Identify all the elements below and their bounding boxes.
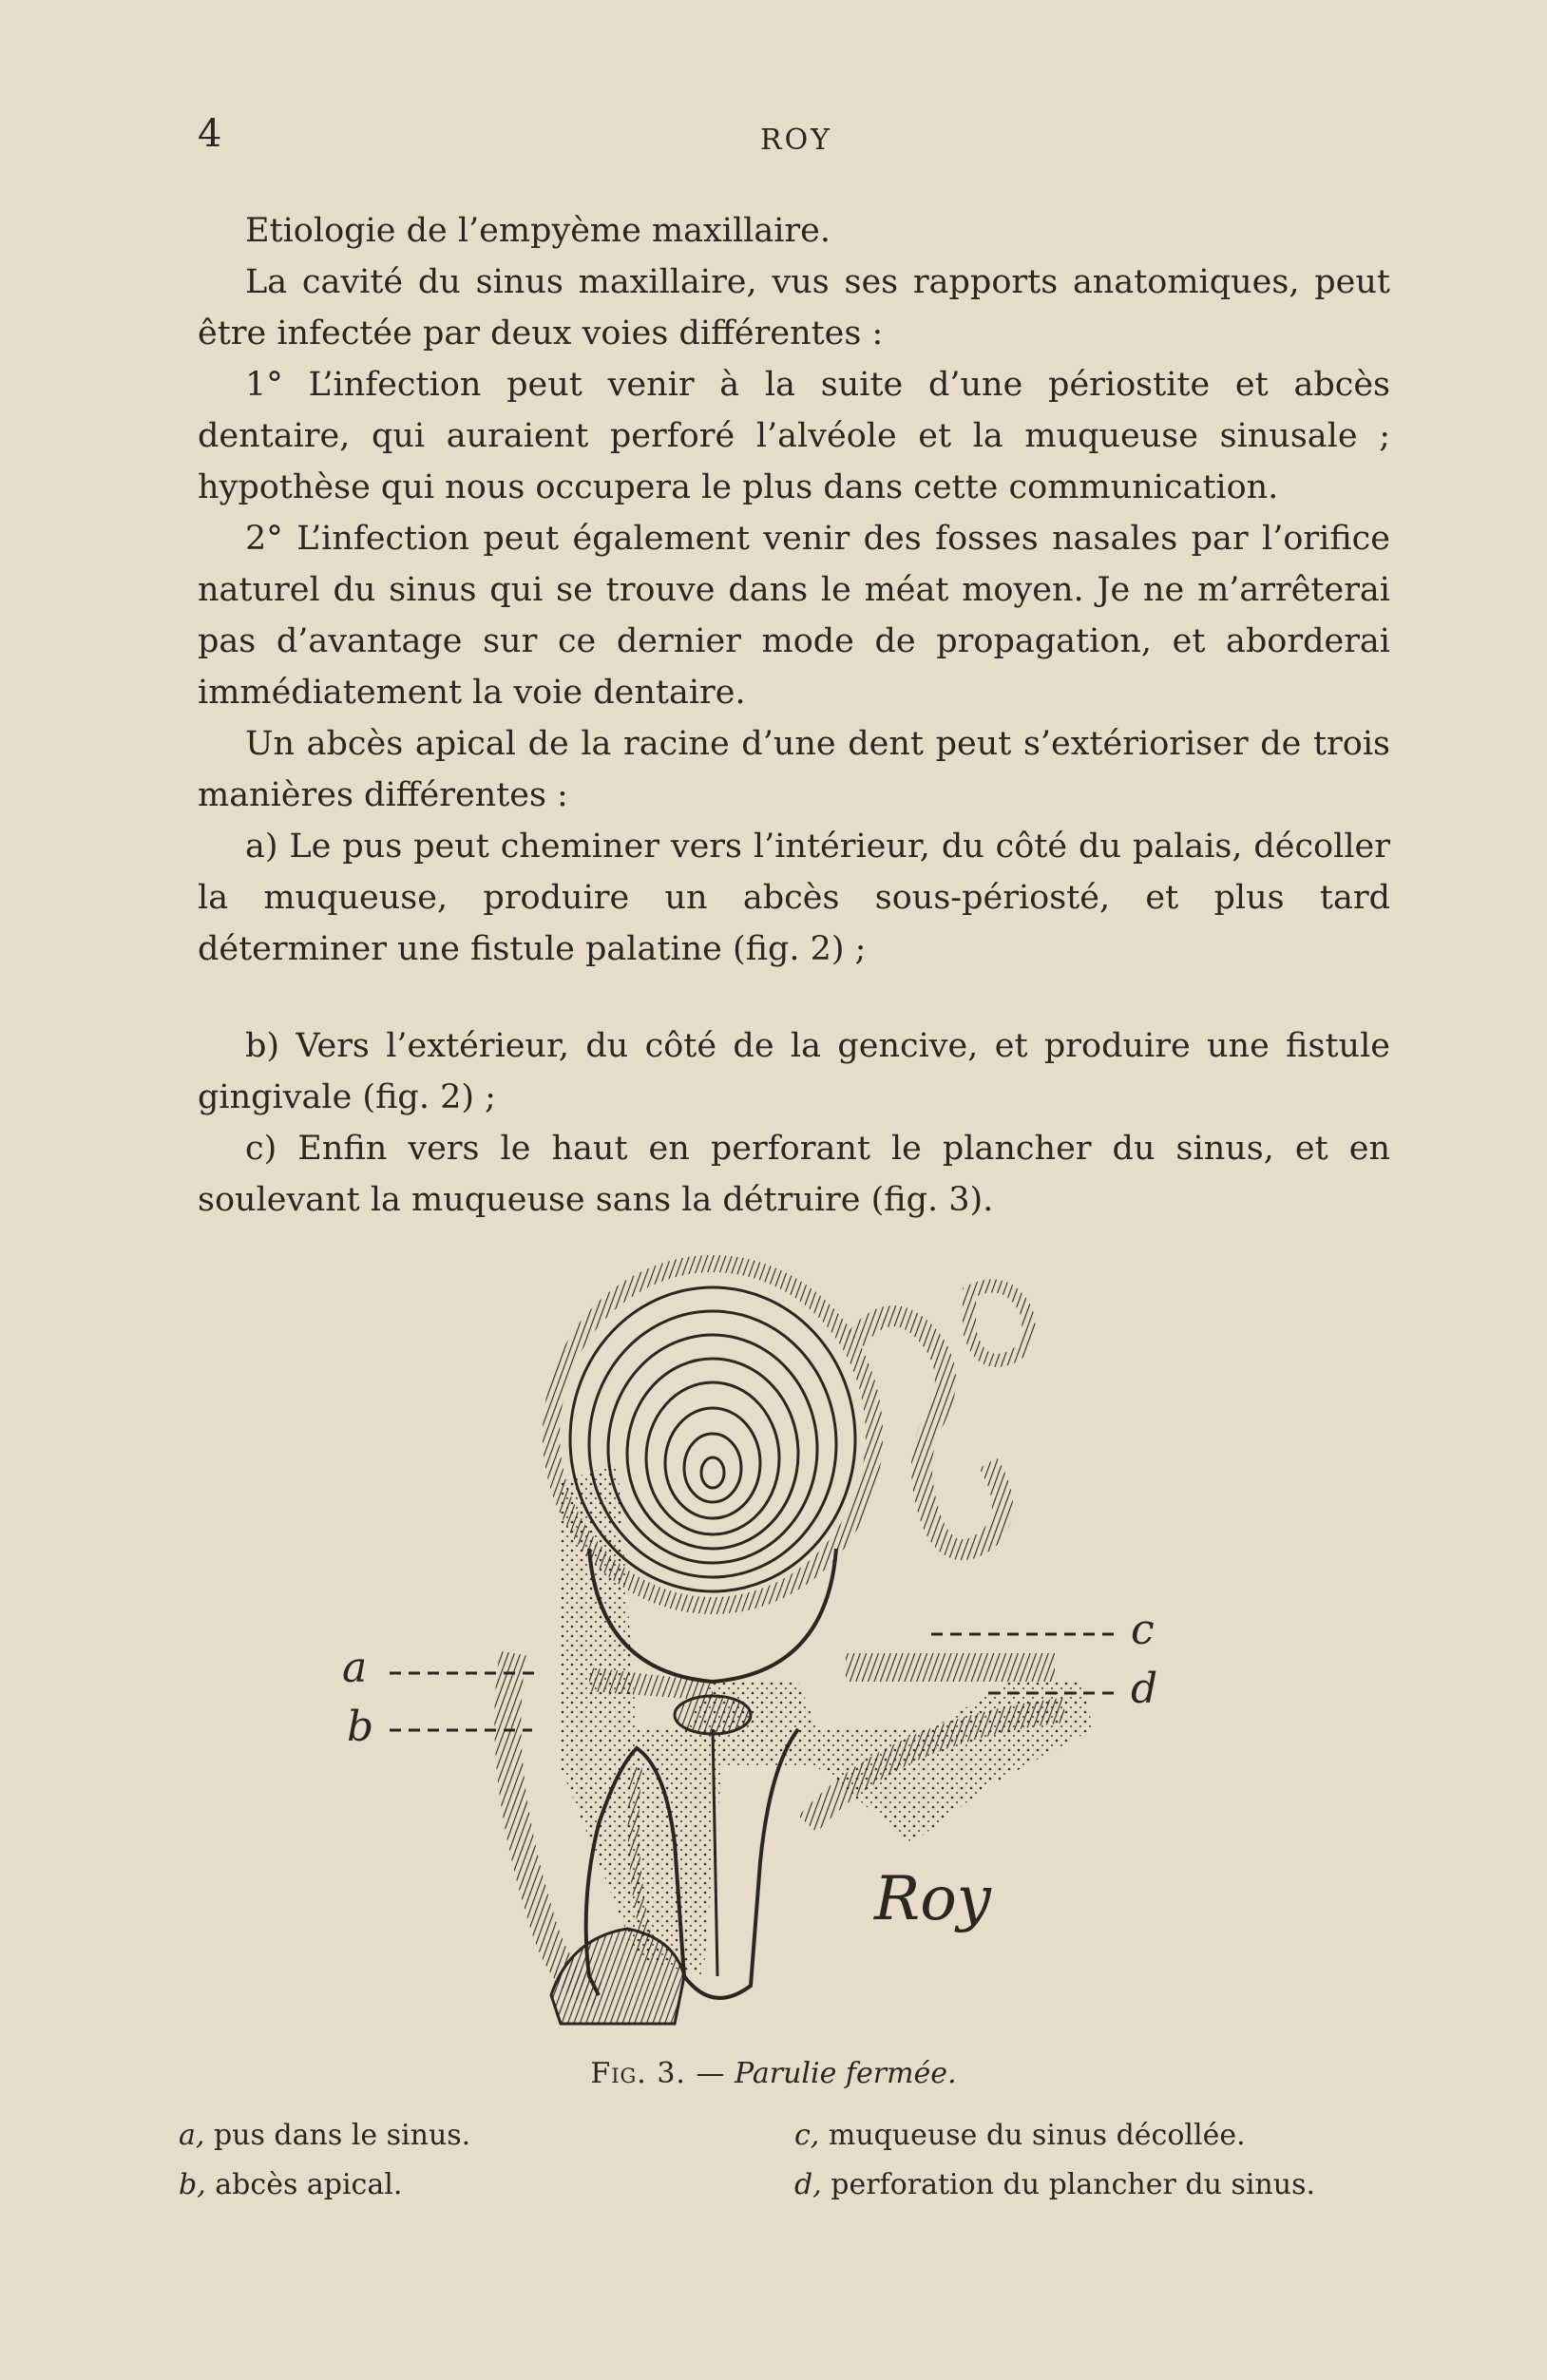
paragraph: Un abcès apical de la racine d’une dent peut s’extérioriser de trois manières différentes : xyxy=(198,725,1390,814)
paragraph: 1° L’infection peut venir à la suite d’une périostite et abcès dentaire, qui auraient perforé l’alvéole et la muqueuse sinusale ; hypothèse qui nous occupera le plus dans cette communication. xyxy=(198,366,1390,506)
legend-item: b, abcès apical. xyxy=(179,2168,403,2201)
figure-caption xyxy=(0,2057,1547,2090)
paragraph: La cavité du sinus maxillaire, vus ses rapports anatomiques, peut être infectée par deux voies différentes : xyxy=(198,263,1390,352)
legend-right xyxy=(794,2111,1315,2210)
figure-label-b: b xyxy=(347,1703,374,1751)
legend-item: d, perforation du plancher du sinus. xyxy=(794,2168,1316,2201)
page-number: 4 xyxy=(198,112,222,156)
artist-signature: Roy xyxy=(874,1864,991,1934)
sinus-floor xyxy=(846,1653,1055,1682)
legend-item: a, pus dans le sinus. xyxy=(179,2119,471,2152)
section-heading: Etiologie de l’empyème maxillaire. xyxy=(245,212,831,250)
tooth-crown xyxy=(551,1929,684,2024)
apical-abscess xyxy=(675,1696,751,1734)
paragraph: a) Le pus peut cheminer vers l’intérieur, du côté du palais, décoller la muqueuse, produire un abcès sous-périosté, et plus tard déterminer une fistule palatine (fig. 2) ; xyxy=(198,828,1390,968)
sinus-mucosa xyxy=(551,1264,874,1606)
paragraph: 2° L’infection peut également venir des fosses nasales par l’orifice naturel du sinus qui se trouve dans le méat moyen. Je ne m’arrêterai pas d’avantage sur ce dernier mode de propagation, et aborderai immédiatement la voie dentaire. xyxy=(198,520,1390,712)
paragraph: b) Vers l’extérieur, du côté de la gencive, et produire une fistule gingivale (fig. 2) ; xyxy=(198,1027,1390,1116)
caption-label: Fig. 3. — xyxy=(590,2057,726,2090)
legend-item: c, muqueuse du sinus décollée. xyxy=(794,2119,1246,2152)
caption-title: Parulie fermée. xyxy=(735,2057,957,2090)
figure-label-c: c xyxy=(1131,1606,1155,1654)
running-head: ROY xyxy=(760,124,832,157)
paragraph: c) Enfin vers le haut en perforant le plancher du sinus, et en soulevant la muqueuse sans la détruire (fig. 3). xyxy=(198,1130,1390,1219)
tooth-abscess-illustration xyxy=(342,1235,1216,2071)
legend-left xyxy=(179,2111,470,2210)
figure-label-a: a xyxy=(342,1644,368,1692)
figure-label-d: d xyxy=(1131,1665,1158,1713)
body-text xyxy=(198,205,1390,1226)
figure-3 xyxy=(342,1235,1216,2071)
